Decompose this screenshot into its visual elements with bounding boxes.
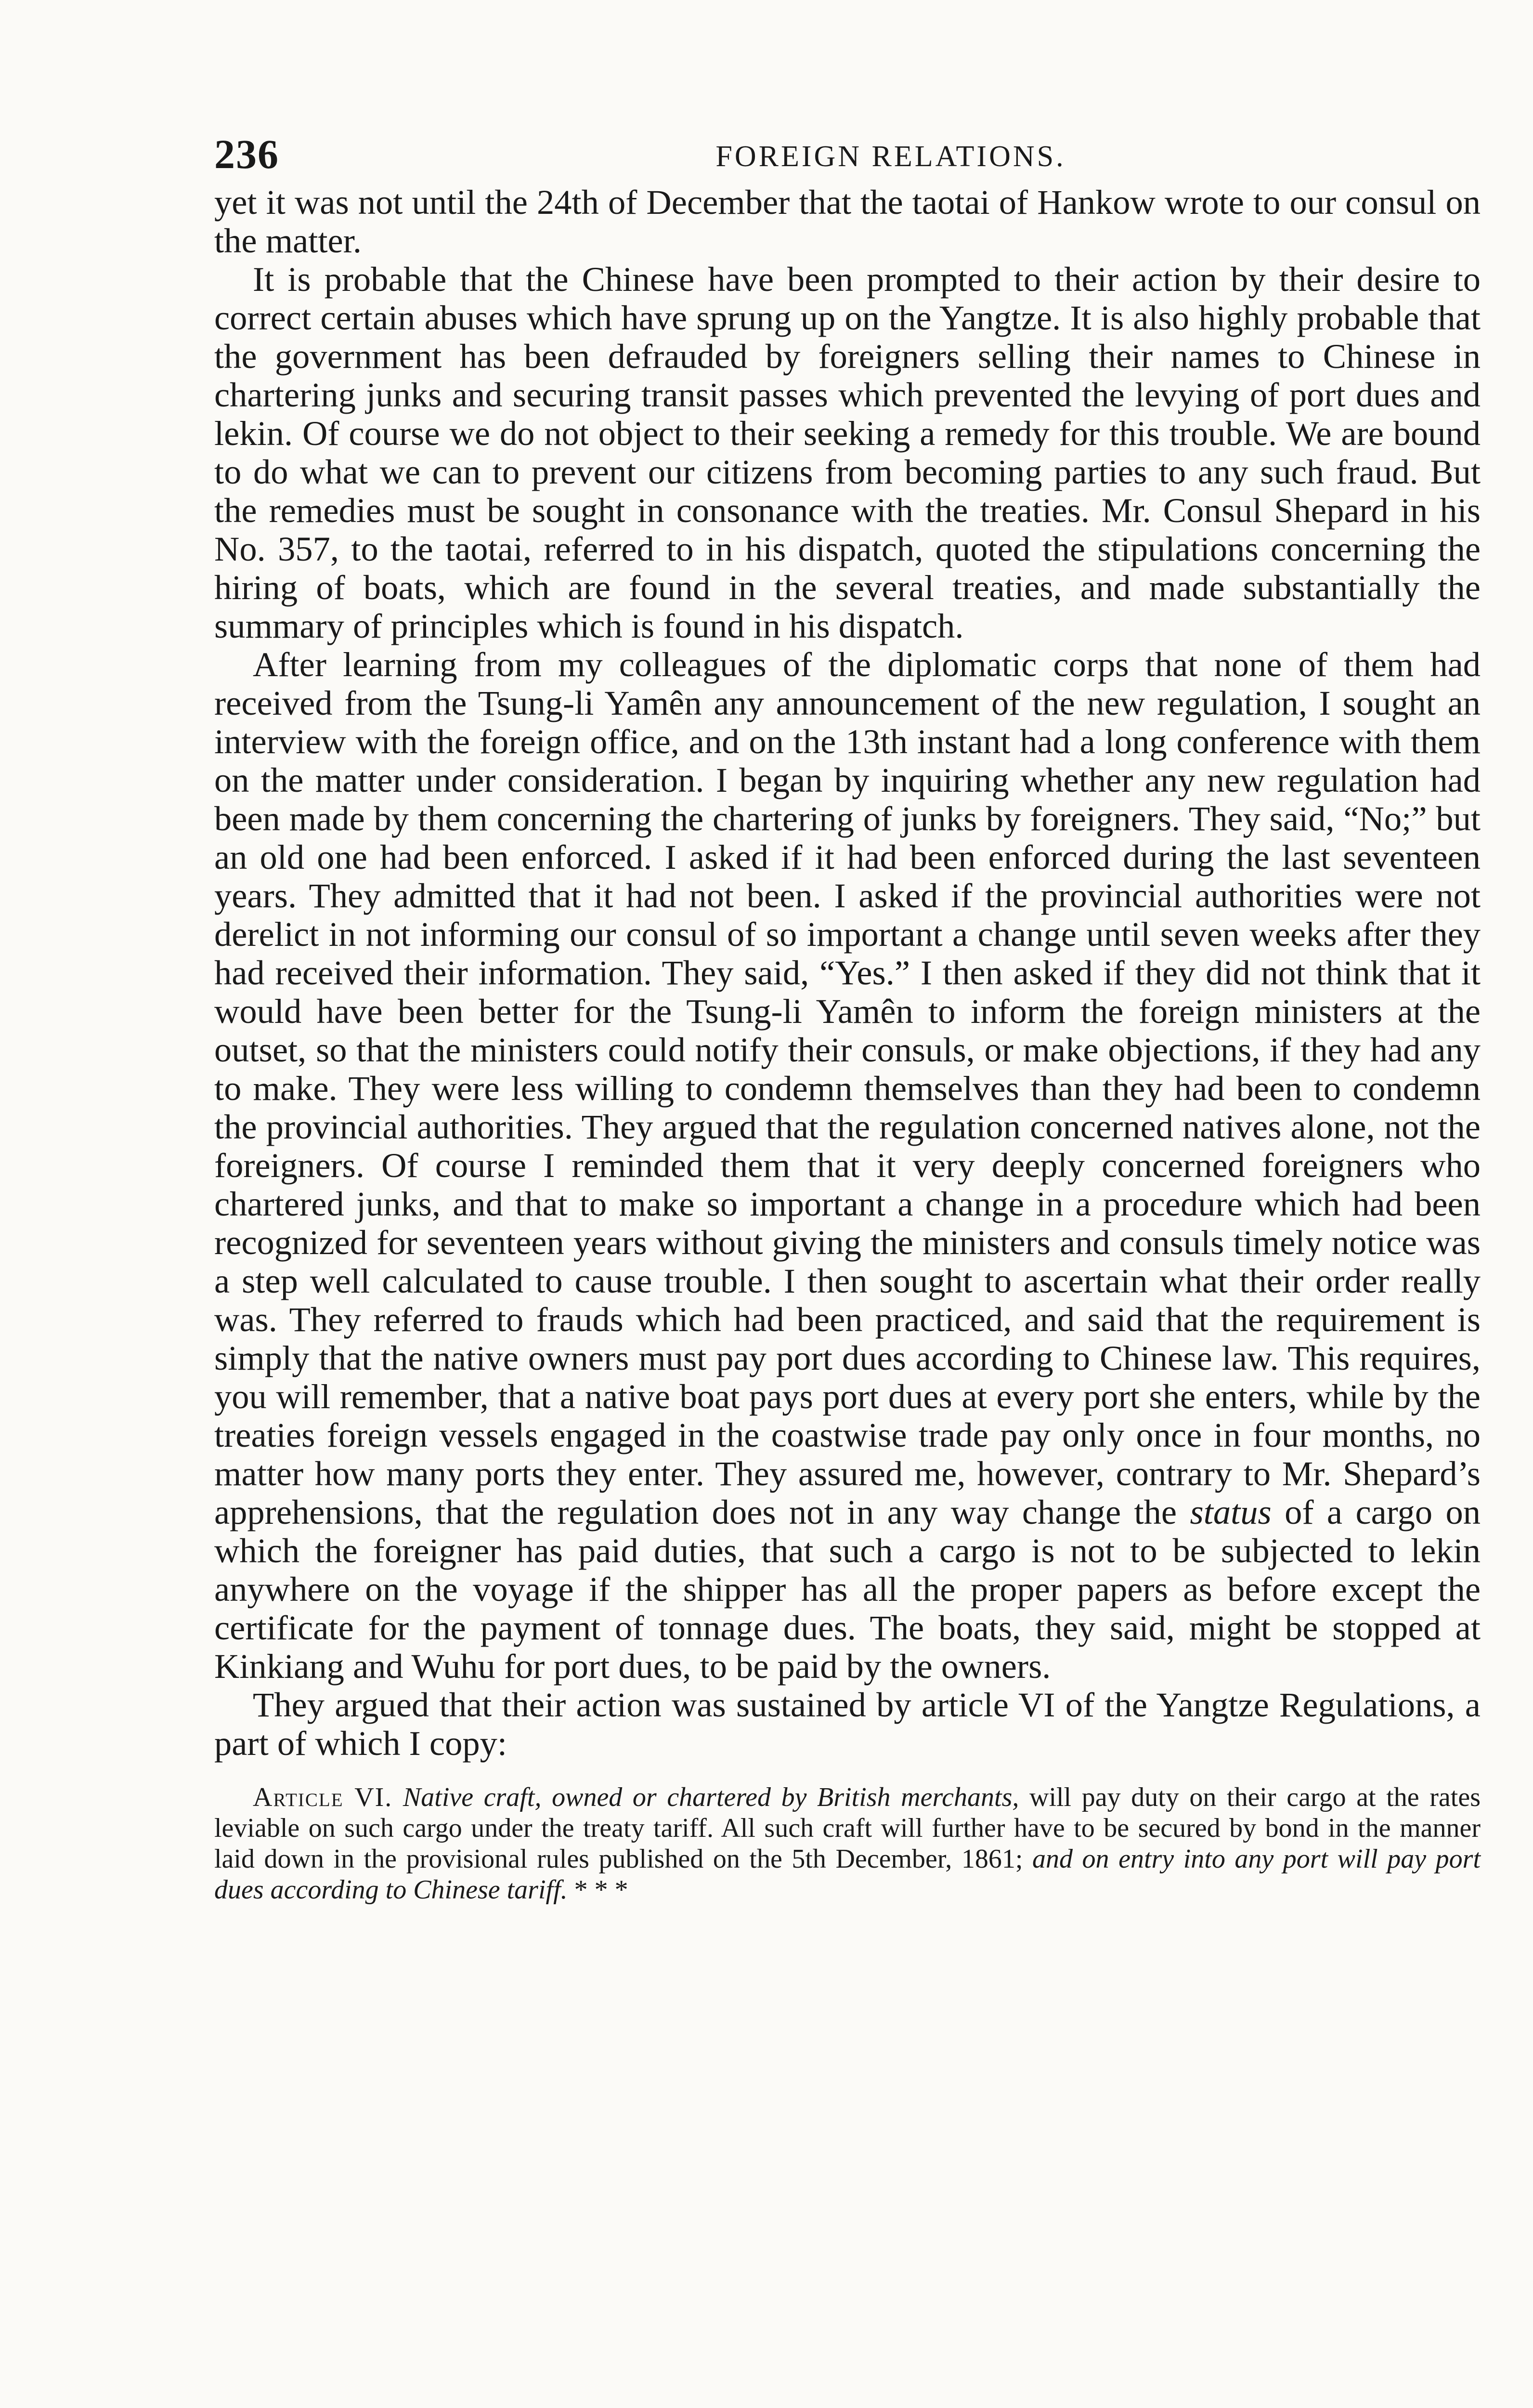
paragraph-conference-end: of a cargo on which the foreigner has paid duties, that such a cargo is not to be subjected to lekin anywhere on the voyage if the shipper has all the proper papers as before except the certificate for the payment of tonnage dues. The boats, they said, might be stopped at Kinkiang and Wuhu for port dues, to be paid by the owners. — [214, 1492, 1481, 1686]
article-extract — [214, 1782, 1481, 1905]
document-page — [214, 130, 1481, 1905]
italic-status: status — [1190, 1492, 1272, 1531]
paragraph-article-intro: They argued that their action was sustained by article VI of the Yangtze Regulations, a part of which I copy: — [214, 1685, 1481, 1763]
extract-italic-1: Native craft, owned or chartered by British merchants, — [403, 1782, 1019, 1812]
running-head: FOREIGN RELATIONS. — [715, 140, 1066, 173]
paragraph-conference-text: After learning from my colleagues of the diplomatic corps that none of them had received from the Tsung-li Yamên any announcement of the new regulation, I sought an interview with the foreign office, and on the 13th instant had a long conference with them on the matter under consideration. I began by inquiring whether any new regulation had been made by them concerning the chartering of junks by foreigners. They said, “No;” but an old one had been enforced. I asked if it had been enforced during the last seventeen years. They admitted that it had not been. I asked if the provincial authorities were not derelict in not informing our consul of so important a change until seven weeks after they had received their information. They said, “Yes.” I then asked if they did not think that it would have been better for the Tsung-li Yamên to inform the foreign ministers at the outset, so that the ministers could notify their consuls, or make objections, if they had any to make. They were less willing to condemn themselves than they had been to condemn the provincial authorities. They argued that the regulation concerned natives alone, not the foreigners. Of course I reminded them that it very deeply concerned foreigners who chartered junks, and that to make so important a change in a procedure which had been recognized for seventeen years without giving the ministers and consuls timely notice was a step well calculated to cause trouble. I then sought to ascertain what their order really was. They referred to frauds which had been practiced, and said that the requirement is simply that the native owners must pay port dues according to Chinese law. This requires, you will remember, that a native boat pays port dues at every port she enters, while by the treaties foreign vessels engaged in the coastwise trade pay only once in four months, no matter how many ports they enter. They assured me, however, contrary to Mr. Shepard’s apprehensions, that the regulation does not in any way change the — [214, 645, 1481, 1531]
extract-italic-2: and on entry into any port will pay port dues according to Chinese tariff. — [214, 1844, 1481, 1905]
paragraph-abuses: It is probable that the Chinese have been prompted to their action by their desire to correct certain abuses which have sprung up on the Yangtze. It is also highly probable that the government has been defrauded by foreigners selling their names to Chinese in chartering junks and securing transit passes which prevented the levying of port dues and lekin. Of course we do not object to their seeking a remedy for this trouble. We are bound to do what we can to prevent our citizens from becoming parties to any such fraud. But the remedies must be sought in consonance with the treaties. Mr. Consul Shepard in his No. 357, to the taotai, referred to in his dispatch, quoted the stipulations concerning the hiring of boats, which are found in the several treaties, and made substantially the summary of principles which is found in his dispatch. — [214, 260, 1481, 645]
paragraph-conference — [214, 645, 1481, 1686]
extract-label: Article VI. — [253, 1782, 393, 1812]
page-header — [214, 130, 1481, 183]
body-text — [214, 183, 1481, 1763]
extract-ellipsis: * * * — [574, 1875, 628, 1905]
page-number: 236 — [214, 131, 279, 177]
paragraph-continued: yet it was not until the 24th of December that the taotai of Hankow wrote to our consul on the matter. — [214, 183, 1481, 260]
extract-text-1: will pay duty on their cargo at the rates leviable on such cargo under the treaty tariff. All such craft will further have to be secured by bond in the manner laid down in the provisional rules published on the 5th December, 1861; — [214, 1782, 1481, 1874]
